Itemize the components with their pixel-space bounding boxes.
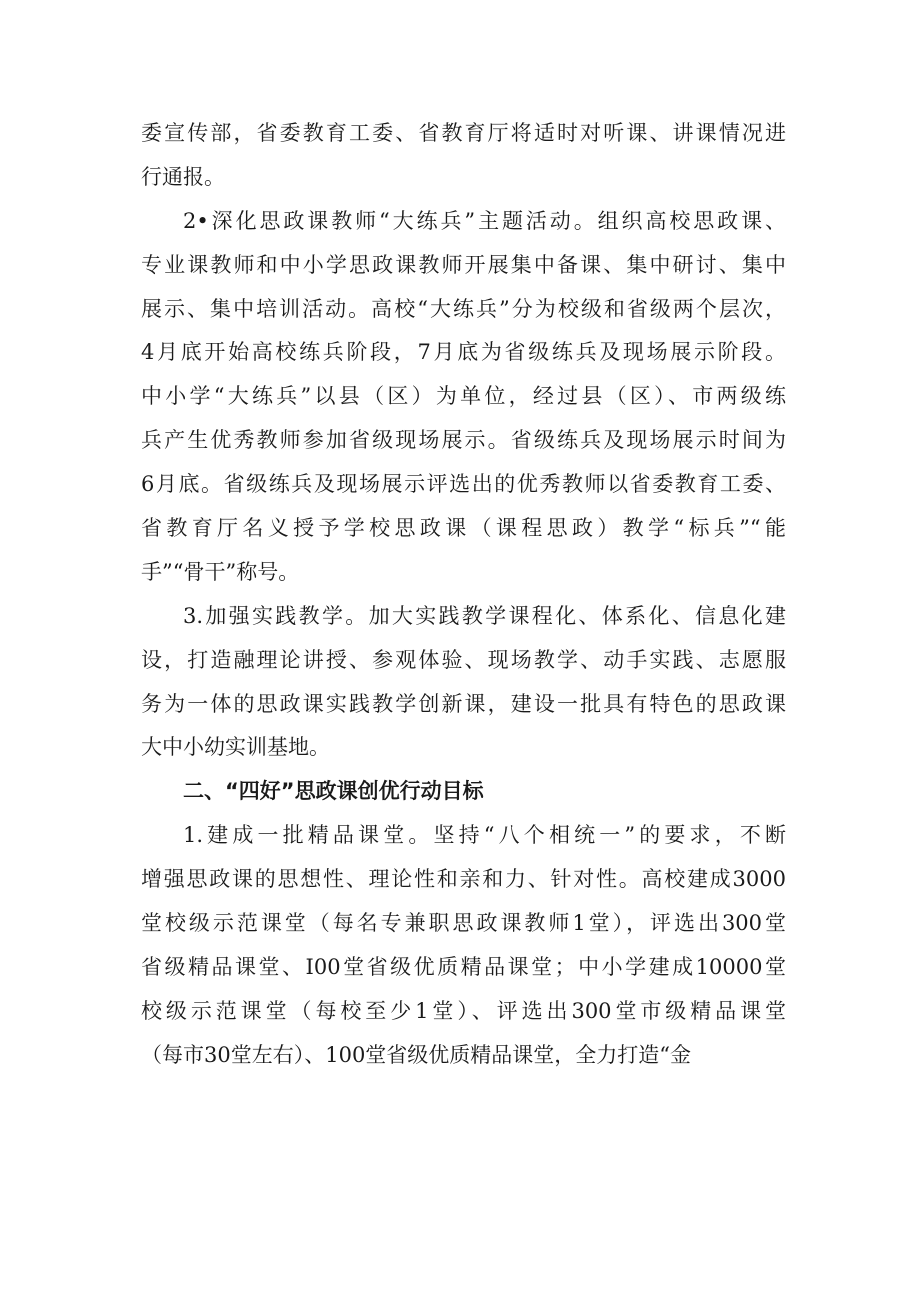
text-line: 中小学“大练兵”以县（区）为单位，经过县（区）、市两级练 <box>141 384 786 409</box>
text-line: 二、“四好”思政课创优行动目标 <box>183 779 484 804</box>
document-body <box>141 112 786 1078</box>
text-line: 专业课教师和中小学思政课教师开展集中备课、集中研讨、集中 <box>141 252 786 277</box>
text-line: 2•深化思政课教师“大练兵”主题活动。组织高校思政课、 <box>183 208 786 233</box>
text-line: 增强思政课的思想性、理论性和亲和力、针对性。高校建成3000 <box>141 867 786 892</box>
text-line: 大中小幼实训基地。 <box>141 735 330 760</box>
text-line: 4月底开始高校练兵阶段，7月底为省级练兵及现场展示阶段。 <box>141 340 786 365</box>
text-line: 设，打造融理论讲授、参观体验、现场教学、动手实践、志愿服 <box>141 647 786 672</box>
text-line: 校级示范课堂（每校至少1堂）、评选出300堂市级精品课堂 <box>141 998 786 1023</box>
text-line: 行通报。 <box>141 164 225 189</box>
paragraph <box>141 200 786 595</box>
text-line: 委宣传部，省委教育工委、省教育厅将适时对听课、讲课情况进 <box>141 121 786 145</box>
paragraph <box>141 595 786 771</box>
text-line: 省级精品课堂、I00堂省级优质精品课堂；中小学建成10000堂 <box>141 954 786 979</box>
paragraph <box>141 814 786 1077</box>
text-line: 3.加强实践教学。加大实践教学课程化、体系化、信息化建 <box>183 603 786 628</box>
text-line: 堂校级示范课堂（每名专兼职思政课教师1堂），评选出300堂 <box>141 911 786 936</box>
text-line: 务为一体的思政课实践教学创新课，建设一批具有特色的思政课 <box>141 691 786 716</box>
text-line: （每市30堂左右）、100堂省级优质精品课堂，全力打造“金 <box>141 1042 692 1067</box>
text-line: 手”“骨干”称号。 <box>141 559 300 584</box>
paragraph <box>141 112 786 200</box>
text-line: 兵产生优秀教师参加省级现场展示。省级练兵及现场展示时间为 <box>141 428 786 453</box>
section-heading <box>141 770 786 814</box>
text-line: 6月底。省级练兵及现场展示评选出的优秀教师以省委教育工委、 <box>141 472 786 497</box>
text-line: 展示、集中培训活动。高校“大练兵”分为校级和省级两个层次， <box>141 296 786 321</box>
text-line: 1.建成一批精品课堂。坚持“八个相统一”的要求，不断 <box>183 823 786 848</box>
text-line: 省教育厅名义授予学校思政课（课程思政）教学“标兵”“能 <box>141 516 786 541</box>
